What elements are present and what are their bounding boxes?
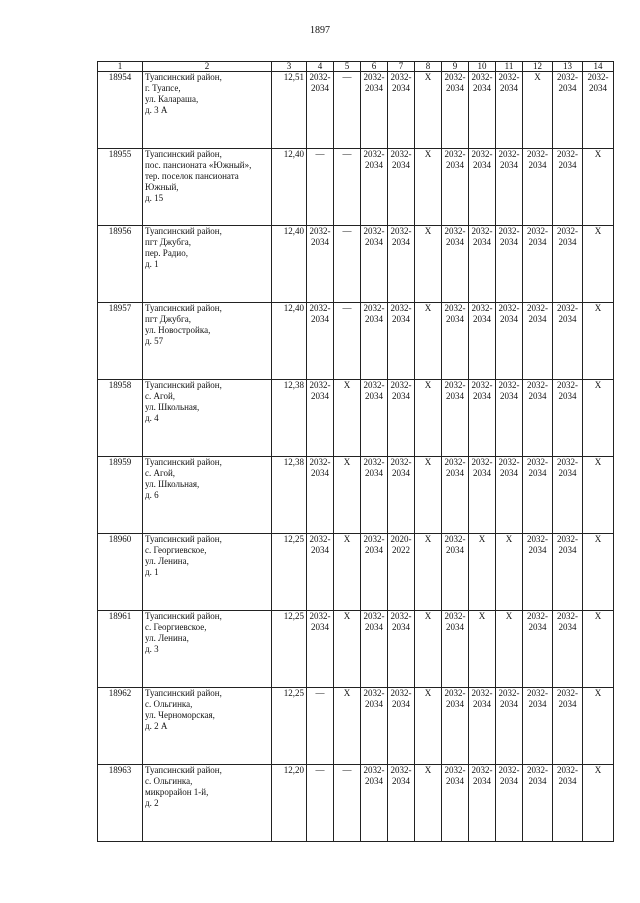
period-cell-col-7: 2020- 2022: [388, 534, 415, 611]
period-cell-col-14: X: [583, 380, 614, 457]
period-cell-col-13: 2032- 2034: [553, 765, 583, 842]
period-cell-col-12: 2032- 2034: [523, 226, 553, 303]
column-header-13: 13: [553, 62, 583, 72]
period-cell-col-10: 2032- 2034: [469, 226, 496, 303]
column-header-14: 14: [583, 62, 614, 72]
record-number: 18956: [98, 226, 143, 303]
address-cell: Туапсинский район, с. Агой, ул. Школьная, д. 6: [143, 457, 272, 534]
address-cell: Туапсинский район, с. Ольгинка, ул. Черноморская, д. 2 А: [143, 688, 272, 765]
period-cell-col-9: 2032- 2034: [442, 226, 469, 303]
period-cell-col-5: X: [334, 457, 361, 534]
period-cell-col-11: 2032- 2034: [496, 457, 523, 534]
period-cell-col-13: 2032- 2034: [553, 380, 583, 457]
period-cell-col-6: 2032- 2034: [361, 149, 388, 226]
period-cell-col-14: X: [583, 149, 614, 226]
period-cell-col-7: 2032- 2034: [388, 149, 415, 226]
period-cell-col-8: X: [415, 765, 442, 842]
period-cell-col-11: X: [496, 534, 523, 611]
period-cell-col-5: X: [334, 534, 361, 611]
period-cell-col-8: X: [415, 611, 442, 688]
column-header-4: 4: [307, 62, 334, 72]
area-value: 12,38: [272, 380, 307, 457]
period-cell-col-12: 2032- 2034: [523, 380, 553, 457]
record-number: 18958: [98, 380, 143, 457]
period-cell-col-12: X: [523, 72, 553, 149]
period-cell-col-7: 2032- 2034: [388, 765, 415, 842]
period-cell-col-10: 2032- 2034: [469, 149, 496, 226]
record-number: 18961: [98, 611, 143, 688]
period-cell-col-4: —: [307, 688, 334, 765]
period-cell-col-8: X: [415, 380, 442, 457]
record-number: 18959: [98, 457, 143, 534]
record-number: 18955: [98, 149, 143, 226]
period-cell-col-4: 2032- 2034: [307, 380, 334, 457]
period-cell-col-8: X: [415, 303, 442, 380]
period-cell-col-11: X: [496, 611, 523, 688]
period-cell-col-10: 2032- 2034: [469, 765, 496, 842]
area-value: 12,51: [272, 72, 307, 149]
period-cell-col-8: X: [415, 226, 442, 303]
period-cell-col-6: 2032- 2034: [361, 303, 388, 380]
period-cell-col-13: 2032- 2034: [553, 688, 583, 765]
period-cell-col-9: 2032- 2034: [442, 380, 469, 457]
period-cell-col-11: 2032- 2034: [496, 303, 523, 380]
column-header-2: 2: [143, 62, 272, 72]
area-value: 12,20: [272, 765, 307, 842]
area-value: 12,25: [272, 611, 307, 688]
page-number: 1897: [310, 25, 330, 36]
period-cell-col-4: 2032- 2034: [307, 72, 334, 149]
period-cell-col-6: 2032- 2034: [361, 765, 388, 842]
period-cell-col-4: 2032- 2034: [307, 457, 334, 534]
period-cell-col-11: 2032- 2034: [496, 765, 523, 842]
area-value: 12,40: [272, 303, 307, 380]
period-cell-col-6: 2032- 2034: [361, 226, 388, 303]
period-cell-col-5: X: [334, 380, 361, 457]
period-cell-col-9: 2032- 2034: [442, 611, 469, 688]
period-cell-col-11: 2032- 2034: [496, 149, 523, 226]
period-cell-col-11: 2032- 2034: [496, 380, 523, 457]
period-cell-col-10: 2032- 2034: [469, 688, 496, 765]
period-cell-col-11: 2032- 2034: [496, 688, 523, 765]
address-cell: Туапсинский район, пгт Джубга, пер. Радио, д. 1: [143, 226, 272, 303]
area-value: 12,25: [272, 688, 307, 765]
record-number: 18963: [98, 765, 143, 842]
period-cell-col-8: X: [415, 534, 442, 611]
period-cell-col-13: 2032- 2034: [553, 303, 583, 380]
period-cell-col-12: 2032- 2034: [523, 303, 553, 380]
period-cell-col-8: X: [415, 688, 442, 765]
column-header-9: 9: [442, 62, 469, 72]
table-row: [98, 765, 614, 842]
period-cell-col-8: X: [415, 149, 442, 226]
period-cell-col-14: X: [583, 688, 614, 765]
period-cell-col-14: X: [583, 457, 614, 534]
table-row: [98, 611, 614, 688]
period-cell-col-10: X: [469, 534, 496, 611]
period-cell-col-7: 2032- 2034: [388, 457, 415, 534]
column-header-7: 7: [388, 62, 415, 72]
period-cell-col-5: X: [334, 688, 361, 765]
period-cell-col-7: 2032- 2034: [388, 380, 415, 457]
period-cell-col-6: 2032- 2034: [361, 457, 388, 534]
period-cell-col-14: X: [583, 765, 614, 842]
period-cell-col-5: X: [334, 611, 361, 688]
period-cell-col-12: 2032- 2034: [523, 688, 553, 765]
period-cell-col-10: 2032- 2034: [469, 72, 496, 149]
period-cell-col-13: 2032- 2034: [553, 457, 583, 534]
address-cell: Туапсинский район, пос. пансионата «Южный», тер. поселок пансионата Южный, д. 15: [143, 149, 272, 226]
period-cell-col-7: 2032- 2034: [388, 226, 415, 303]
period-cell-col-6: 2032- 2034: [361, 611, 388, 688]
period-cell-col-12: 2032- 2034: [523, 611, 553, 688]
period-cell-col-12: 2032- 2034: [523, 149, 553, 226]
period-cell-col-9: 2032- 2034: [442, 457, 469, 534]
period-cell-col-7: 2032- 2034: [388, 72, 415, 149]
table-row: [98, 688, 614, 765]
period-cell-col-9: 2032- 2034: [442, 303, 469, 380]
address-cell: Туапсинский район, с. Ольгинка, микрорайон 1-й, д. 2: [143, 765, 272, 842]
column-header-1: 1: [98, 62, 143, 72]
period-cell-col-5: —: [334, 72, 361, 149]
column-header-10: 10: [469, 62, 496, 72]
address-cell: Туапсинский район, с. Георгиевское, ул. Ленина, д. 3: [143, 611, 272, 688]
register-table: [97, 61, 614, 842]
column-header-8: 8: [415, 62, 442, 72]
record-number: 18960: [98, 534, 143, 611]
period-cell-col-4: —: [307, 149, 334, 226]
period-cell-col-5: —: [334, 765, 361, 842]
period-cell-col-13: 2032- 2034: [553, 72, 583, 149]
address-cell: Туапсинский район, с. Георгиевское, ул. Ленина, д. 1: [143, 534, 272, 611]
period-cell-col-10: 2032- 2034: [469, 380, 496, 457]
period-cell-col-7: 2032- 2034: [388, 688, 415, 765]
period-cell-col-8: X: [415, 72, 442, 149]
record-number: 18962: [98, 688, 143, 765]
address-cell: Туапсинский район, пгт Джубга, ул. Новостройка, д. 57: [143, 303, 272, 380]
period-cell-col-9: 2032- 2034: [442, 72, 469, 149]
area-value: 12,40: [272, 149, 307, 226]
area-value: 12,40: [272, 226, 307, 303]
table-row: [98, 72, 614, 149]
period-cell-col-13: 2032- 2034: [553, 226, 583, 303]
period-cell-col-4: 2032- 2034: [307, 303, 334, 380]
period-cell-col-11: 2032- 2034: [496, 226, 523, 303]
column-header-6: 6: [361, 62, 388, 72]
table-row: [98, 534, 614, 611]
period-cell-col-5: —: [334, 303, 361, 380]
period-cell-col-10: 2032- 2034: [469, 457, 496, 534]
column-header-11: 11: [496, 62, 523, 72]
table-row: [98, 380, 614, 457]
period-cell-col-12: 2032- 2034: [523, 457, 553, 534]
table-row: [98, 149, 614, 226]
period-cell-col-6: 2032- 2034: [361, 688, 388, 765]
period-cell-col-7: 2032- 2034: [388, 303, 415, 380]
address-cell: Туапсинский район, г. Туапсе, ул. Калараша, д. 3 А: [143, 72, 272, 149]
header-row: [98, 62, 614, 72]
period-cell-col-11: 2032- 2034: [496, 72, 523, 149]
table-row: [98, 226, 614, 303]
period-cell-col-9: 2032- 2034: [442, 688, 469, 765]
period-cell-col-5: —: [334, 226, 361, 303]
table-row: [98, 303, 614, 380]
record-number: 18957: [98, 303, 143, 380]
period-cell-col-13: 2032- 2034: [553, 149, 583, 226]
column-header-12: 12: [523, 62, 553, 72]
period-cell-col-14: 2032- 2034: [583, 72, 614, 149]
column-header-5: 5: [334, 62, 361, 72]
period-cell-col-14: X: [583, 611, 614, 688]
period-cell-col-5: —: [334, 149, 361, 226]
period-cell-col-14: X: [583, 534, 614, 611]
table-row: [98, 457, 614, 534]
period-cell-col-9: 2032- 2034: [442, 534, 469, 611]
record-number: 18954: [98, 72, 143, 149]
period-cell-col-4: —: [307, 765, 334, 842]
period-cell-col-4: 2032- 2034: [307, 611, 334, 688]
period-cell-col-4: 2032- 2034: [307, 226, 334, 303]
period-cell-col-10: 2032- 2034: [469, 303, 496, 380]
period-cell-col-13: 2032- 2034: [553, 611, 583, 688]
address-cell: Туапсинский район, с. Агой, ул. Школьная, д. 4: [143, 380, 272, 457]
period-cell-col-12: 2032- 2034: [523, 765, 553, 842]
period-cell-col-7: 2032- 2034: [388, 611, 415, 688]
area-value: 12,25: [272, 534, 307, 611]
period-cell-col-8: X: [415, 457, 442, 534]
period-cell-col-10: X: [469, 611, 496, 688]
period-cell-col-9: 2032- 2034: [442, 765, 469, 842]
area-value: 12,38: [272, 457, 307, 534]
period-cell-col-4: 2032- 2034: [307, 534, 334, 611]
period-cell-col-6: 2032- 2034: [361, 72, 388, 149]
table-body: [98, 72, 614, 842]
period-cell-col-14: X: [583, 303, 614, 380]
period-cell-col-9: 2032- 2034: [442, 149, 469, 226]
period-cell-col-12: 2032- 2034: [523, 534, 553, 611]
period-cell-col-13: 2032- 2034: [553, 534, 583, 611]
period-cell-col-6: 2032- 2034: [361, 534, 388, 611]
period-cell-col-14: X: [583, 226, 614, 303]
period-cell-col-6: 2032- 2034: [361, 380, 388, 457]
column-header-3: 3: [272, 62, 307, 72]
